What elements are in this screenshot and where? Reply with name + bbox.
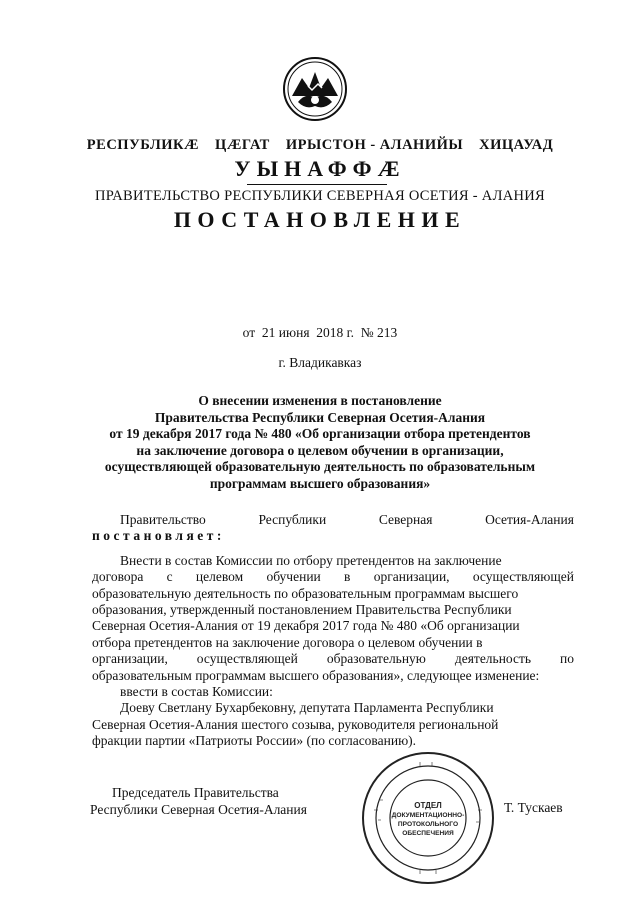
signer-position-line: Республики Северная Осетия-Алания xyxy=(90,802,307,817)
paragraph-line xyxy=(92,668,574,684)
preamble-word: Правительство xyxy=(120,512,206,527)
paragraph-line xyxy=(92,553,574,569)
title-line: О внесении изменения в постановление xyxy=(198,393,442,408)
line-text: Внести в состав Комиссии по отбору претендентов на заключение xyxy=(120,552,502,568)
line-word: осуществляющей xyxy=(196,651,298,667)
line-word: договора xyxy=(92,569,144,585)
line-text: Северная Осетия-Алания от 19 декабря 2017 года № 480 «Об организации xyxy=(92,618,520,634)
line-text: образования, утвержденный постановлением Правительства Республики xyxy=(92,602,512,618)
line-word: образовательную xyxy=(326,651,426,667)
header-word: ЦÆГАТ xyxy=(215,137,270,153)
doc-type-title: ПОСТАНОВЛЕНИЕ xyxy=(173,207,467,232)
signer-position-line: Председатель Правительства xyxy=(112,785,279,800)
signature-position xyxy=(90,784,307,818)
paragraph-line xyxy=(92,602,574,618)
paragraph-line xyxy=(92,651,574,667)
line-word: деятельность xyxy=(454,651,532,667)
line-word: организации, xyxy=(373,569,450,585)
line-text: отбора претендентов на заключение договора о целевом обучении в xyxy=(92,634,483,650)
doc-number: № 213 xyxy=(360,325,398,340)
title-line: осуществляющей образовательную деятельность по образовательным xyxy=(104,459,536,474)
line-text: Доеву Светлану Бухарбековну, депутата Парламента Республики xyxy=(120,700,494,716)
line-word: обучении xyxy=(266,569,321,585)
date-prefix: от xyxy=(242,325,256,340)
doc-date: 21 июня 2018 г. xyxy=(261,325,355,340)
title-line: от 19 декабря 2017 года № 480 «Об организации отбора претендентов xyxy=(109,426,531,441)
official-seal-stamp xyxy=(360,750,496,886)
city-line: г. Владикавказ xyxy=(278,355,362,370)
paragraph-line xyxy=(92,733,574,749)
title-line: на заключение договора о целевом обучении в организации, xyxy=(136,442,504,458)
title-line: программам высшего образования» xyxy=(209,475,431,491)
preamble-word: Осетия-Алания xyxy=(485,512,574,527)
seal-text-line: ДОКУМЕНТАЦИОННО- xyxy=(391,812,465,819)
paragraph-line xyxy=(92,700,574,716)
preamble-line xyxy=(92,512,574,528)
paragraph-person xyxy=(92,700,574,749)
decree-body xyxy=(92,512,574,750)
ossetian-doc-title: УЫНАФФÆ xyxy=(234,156,406,181)
line-word: по xyxy=(560,651,574,667)
signer-name: Т. Тускаев xyxy=(504,800,563,815)
header-word: ИРЫСТОН - АЛАНИЙЫ xyxy=(285,137,464,153)
line-text: образовательным программам высшего образования», следующее изменение: xyxy=(92,667,540,683)
coat-of-arms-emblem xyxy=(282,56,348,122)
russian-header-line: ПРАВИТЕЛЬСТВО РЕСПУБЛИКИ СЕВЕРНАЯ ОСЕТИЯ - АЛАНИЯ xyxy=(95,188,545,204)
paragraph-line xyxy=(92,569,574,585)
line-word: целевом xyxy=(195,569,244,585)
header-divider xyxy=(247,184,387,185)
paragraph-amendment xyxy=(92,553,574,684)
line-word: организации, xyxy=(92,651,168,667)
paragraph-line xyxy=(92,618,574,634)
header-word: РЕСПУБЛИКÆ xyxy=(86,137,200,153)
line-text: образовательную деятельность по образовательным программам высшего xyxy=(92,585,519,601)
header-word: ХИЦАУАД xyxy=(479,137,554,153)
decree-word: постановляет: xyxy=(92,528,225,544)
decree-word-line xyxy=(92,528,574,544)
preamble-word: Республики xyxy=(258,512,327,527)
preamble-word: Северная xyxy=(378,512,433,527)
date-line xyxy=(0,325,640,341)
line-word: осуществляющей xyxy=(472,569,574,585)
line-word: в xyxy=(344,569,351,585)
paragraph-line xyxy=(92,717,574,733)
title-line: Правительства Республики Северная Осетия-Алания xyxy=(154,409,486,425)
paragraph-text: ввести в состав Комиссии: xyxy=(120,684,273,700)
line-word: с xyxy=(166,569,173,585)
paragraph-line xyxy=(92,586,574,602)
ossetian-header-line xyxy=(0,137,640,154)
line-text: фракции партии «Патриоты России» (по согласованию). xyxy=(92,733,417,749)
seal-text-line: ОБЕСПЕЧЕНИЯ xyxy=(402,830,454,837)
paragraph-include xyxy=(92,684,574,700)
seal-text-line: ОТДЕЛ xyxy=(414,801,442,810)
paragraph-line xyxy=(92,635,574,651)
decree-title xyxy=(80,393,560,492)
seal-text-line: ПРОТОКОЛЬНОГО xyxy=(397,821,459,828)
line-text: Северная Осетия-Алания шестого созыва, руководителя региональной xyxy=(92,716,499,732)
